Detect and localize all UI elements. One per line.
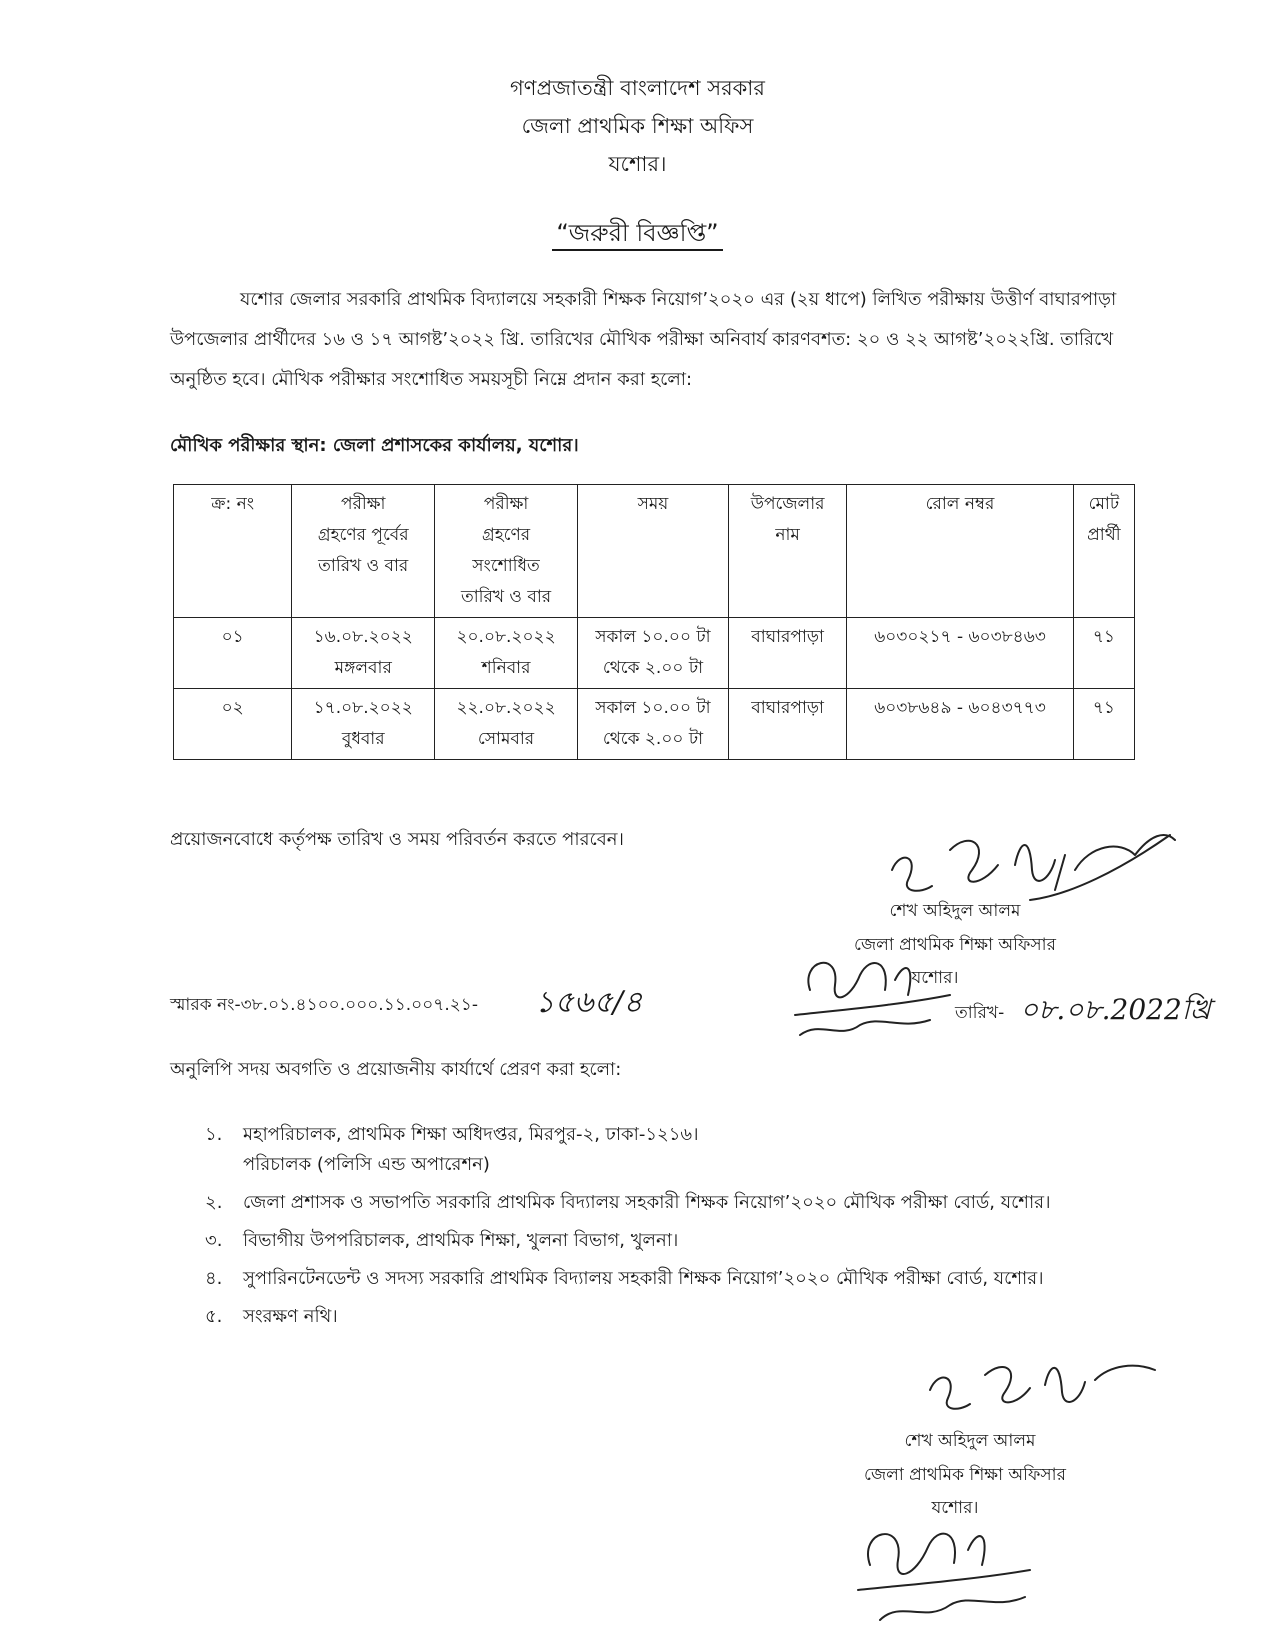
list-item: ৫. সংরক্ষণ নথি। <box>205 1306 338 1327</box>
initial-scribble-2 <box>850 1505 1040 1635</box>
authority-note: প্রয়োজনবোধে কর্তৃপক্ষ তারিখ ও সময় পরিবর্তন করতে পারবেন। <box>170 829 624 850</box>
notice-title: “জরুরী বিজ্ঞপ্তি” <box>552 219 722 251</box>
header-new-date: পরীক্ষা গ্রহণের সংশোধিত তারিখ ও বার <box>435 485 578 618</box>
signature-scribble-2 <box>920 1340 1160 1430</box>
header-time: সময় <box>577 485 728 618</box>
signatory-designation: জেলা প্রাথমিক শিক্ষা অফিসার <box>854 935 1056 955</box>
date-label: তারিখ- <box>955 1003 1005 1023</box>
memo-number-label: স্মারক নং-৩৮.০১.৪১০০.০০০.১১.০০৭.২১- <box>170 995 478 1015</box>
cell-time: সকাল ১০.০০ টা থেকে ২.০০ টা <box>577 689 728 760</box>
table-header-row <box>174 485 1135 618</box>
cell-upazila: বাঘারপাড়া <box>728 618 846 689</box>
cell-serial: ০১ <box>174 618 292 689</box>
cell-prev-date: ১৭.০৮.২০২২ বুধবার <box>292 689 435 760</box>
cell-new-date: ২০.০৮.২০২২ শনিবার <box>435 618 578 689</box>
list-item: ১. মহাপরিচালক, প্রাথমিক শিক্ষা অধিদপ্তর, মিরপুর-২, ঢাকা-১২১৬। পরিচালক (পলিসি এন্ড অপারেশন) <box>205 1124 699 1175</box>
initial-scribble-1 <box>790 940 960 1050</box>
header-total: মোট প্রার্থী <box>1073 485 1134 618</box>
table-row <box>174 618 1135 689</box>
signatory-name: শেখ অহিদুল আলম <box>889 901 1021 921</box>
header-upazila: উপজেলার নাম <box>728 485 846 618</box>
list-item: ২. জেলা প্রশাসক ও সভাপতি সরকারি প্রাথমিক বিদ্যালয় সহকারী শিক্ষক নিয়োগ’২০২০ মৌখিক পরীক্ষা বোর্ড, যশোর। <box>205 1192 1051 1213</box>
cell-roll: ৬০৩৮৬৪৯ - ৬০৪৩৭৭৩ <box>847 689 1073 760</box>
list-item: ৪. সুপারিনটেনডেন্ট ও সদস্য সরকারি প্রাথমিক বিদ্যালয় সহকারী শিক্ষক নিয়োগ’২০২০ মৌখিক পরীক্ষা বোর্ড, যশোর। <box>205 1268 1044 1289</box>
cell-time: সকাল ১০.০০ টা থেকে ২.০০ টা <box>577 618 728 689</box>
notice-paragraph: যশোর জেলার সরকারি প্রাথমিক বিদ্যালয়ে সহকারী শিক্ষক নিয়োগ’২০২০ এর (২য় ধাপে) লিখিত পরীক্ষায় উত্তীর্ণ বাঘারপাড়া উপজেলার প্রার্থীদের ১৬ ও ১৭ আগষ্ট’২০২২ খ্রি. তারিখের মৌখিক পরীক্ষা অনিবার্য কারণবশত: ২০ ও ২২ আগষ্ট’২০২২খ্রি. তারিখে অনুষ্ঠিত হবে। মৌখিক পরীক্ষার সংশোধিত সময়সূচী নিম্নে প্রদান করা হলো: <box>170 289 1117 390</box>
govt-name: গণপ্রজাতন্ত্রী বাংলাদেশ সরকার <box>510 76 765 100</box>
header-roll: রোল নম্বর <box>847 485 1073 618</box>
header-prev-date: পরীক্ষা গ্রহণের পূর্বের তারিখ ও বার <box>292 485 435 618</box>
notice-title-wrapper <box>0 215 1275 255</box>
office-location: যশোর। <box>608 152 667 176</box>
list-item: ৩. বিভাগীয় উপপরিচালক, প্রাথমিক শিক্ষা, খুলনা বিভাগ, খুলনা। <box>205 1230 679 1251</box>
signatory-place-2: যশোর। <box>931 1498 979 1518</box>
cell-total: ৭১ <box>1073 689 1134 760</box>
cell-prev-date: ১৬.০৮.২০২২ মঙ্গলবার <box>292 618 435 689</box>
cell-new-date: ২২.০৮.২০২২ সোমবার <box>435 689 578 760</box>
cell-upazila: বাঘারপাড়া <box>728 689 846 760</box>
copy-intro: অনুলিপি সদয় অবগতি ও প্রয়োজনীয় কার্যার্থে প্রেরণ করা হলো: <box>170 1059 622 1080</box>
signatory-place: যশোর। <box>911 968 959 988</box>
office-name: জেলা প্রাথমিক শিক্ষা অফিস <box>521 114 754 138</box>
copy-list <box>205 1120 1165 1340</box>
memo-handwritten-number: ১৫৬৫/৪ <box>535 985 643 1020</box>
header-serial: ক্র: নং <box>174 485 292 618</box>
cell-serial: ০২ <box>174 689 292 760</box>
cell-roll: ৬০৩০২১৭ - ৬০৩৮৪৬৩ <box>847 618 1073 689</box>
signatory-designation-2: জেলা প্রাথমিক শিক্ষা অফিসার <box>864 1465 1066 1485</box>
handwritten-date: ০৮.০৮.2022খ্রি <box>1020 993 1211 1026</box>
schedule-table <box>173 484 1135 760</box>
signatory-name-2: শেখ অহিদুল আলম <box>904 1431 1036 1451</box>
table-row <box>174 689 1135 760</box>
cell-total: ৭১ <box>1073 618 1134 689</box>
venue-line: মৌখিক পরীক্ষার স্থান: জেলা প্রশাসকের কার্যালয়, যশোর। <box>170 435 579 456</box>
